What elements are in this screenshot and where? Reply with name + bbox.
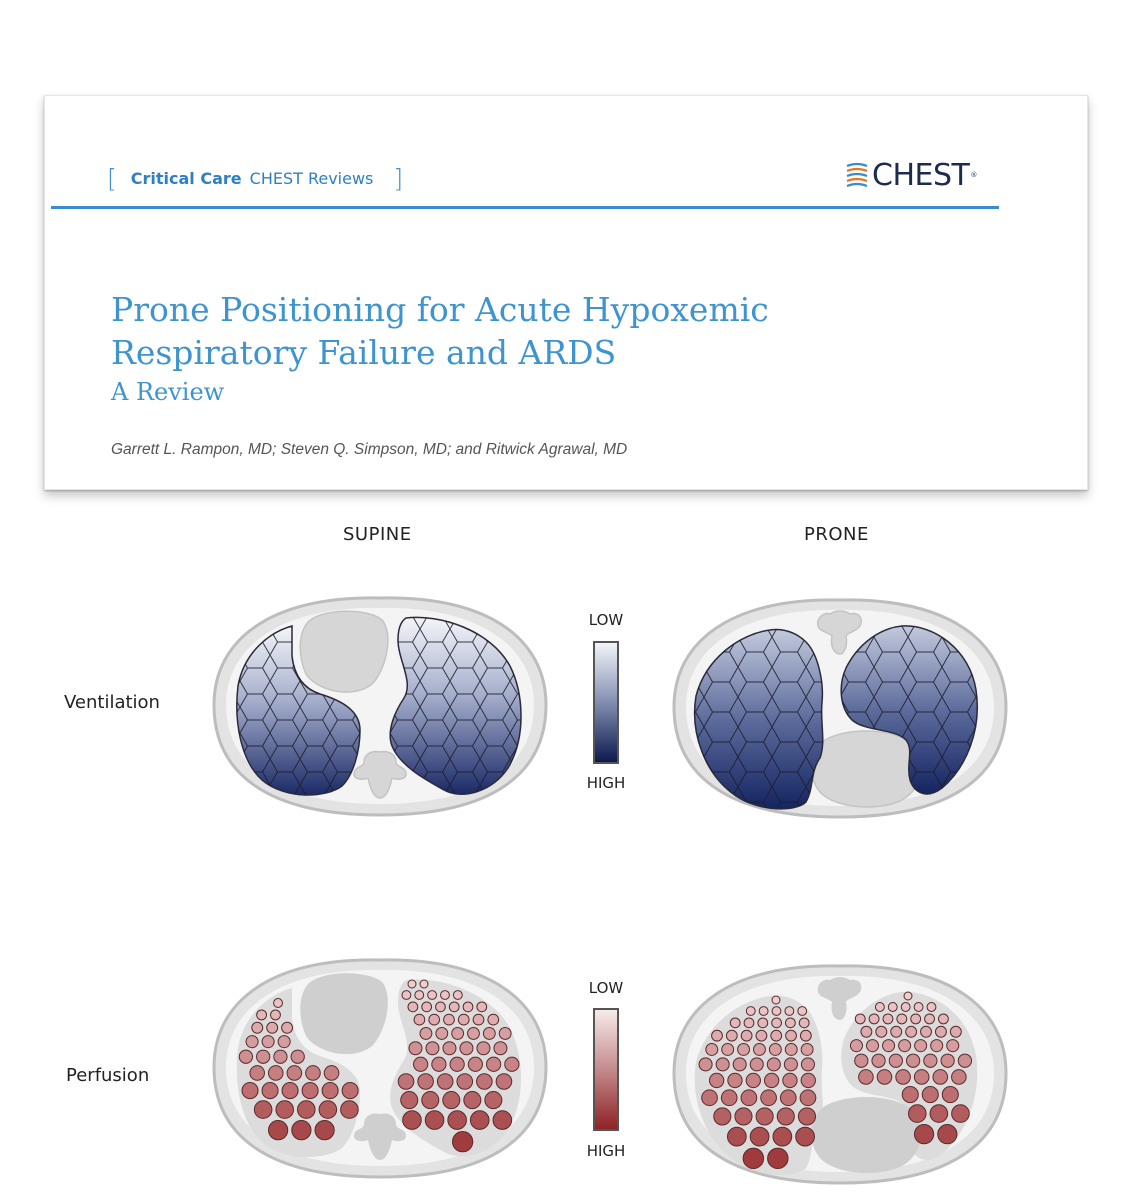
perfusion-vessel-dot [485, 1092, 502, 1109]
perfusion-vessel-dot [402, 991, 411, 1000]
perfusion-vessel-dot [716, 1058, 729, 1071]
perfusion-vessel-dot [699, 1058, 712, 1071]
perfusion-vessel-dot [785, 1018, 795, 1028]
perfusion-vessel-dot [291, 1050, 304, 1063]
perfusion-vessel-dot [746, 1007, 755, 1016]
perfusion-vessel-dot [702, 1090, 718, 1106]
perfusion-vessel-dot [938, 1014, 948, 1024]
perfusion-vessel-dot [267, 1022, 278, 1033]
perfusion-vessel-dot [271, 1010, 281, 1020]
perfusion-vessel-dot [785, 1044, 797, 1056]
bracket-right: ] [393, 164, 404, 193]
perfusion-vessel-dot [464, 1092, 481, 1109]
ventilation-scale-low-label: LOW [588, 611, 624, 629]
perfusion-vessel-dot [322, 1083, 338, 1099]
perfusion-vessel-dot [904, 992, 912, 1000]
perfusion-vessel-dot [771, 1030, 782, 1041]
perfusion-vessel-dot [342, 1083, 358, 1099]
perfusion-vessel-dot [875, 1003, 884, 1012]
perfusion-vessel-dot [452, 1027, 464, 1039]
heart-shape [812, 731, 922, 807]
perfusion-vessel-dot [743, 1148, 763, 1168]
perfusion-vessel-dot [801, 1044, 813, 1056]
perfusion-vessel-dot [772, 1007, 781, 1016]
perfusion-vessel-dot [287, 1066, 302, 1081]
perfusion-vessel-dot [769, 1044, 781, 1056]
perfusion-vessel-dot [252, 1022, 263, 1033]
heart-shape [300, 611, 388, 692]
perfusion-vessel-dot [493, 1111, 512, 1130]
perfusion-vessel-dot [930, 1105, 948, 1123]
perfusion-vessel-dot [756, 1030, 767, 1041]
perfusion-vessel-dot [278, 1036, 290, 1048]
perfusion-vessel-dot [428, 991, 437, 1000]
perfusion-vessel-dot [906, 1054, 919, 1067]
heart-shape [812, 1097, 922, 1173]
perfusion-vessel-dot [432, 1057, 446, 1071]
perfusion-vessel-dot [914, 1125, 933, 1144]
perfusion-vessel-dot [706, 1044, 718, 1056]
perfusion-vessel-dot [855, 1014, 865, 1024]
perfusion-vessel-dot [772, 996, 780, 1004]
perfusion-vessel-dot [721, 1090, 737, 1106]
perfusion-vessel-dot [859, 1070, 874, 1085]
perfusion-vessel-dot [460, 1042, 473, 1055]
perfusion-vessel-dot [783, 1073, 797, 1087]
perfusion-vessel-dot [505, 1057, 519, 1071]
chest-logo-text: CHEST [872, 157, 970, 193]
perfusion-vessel-dot [714, 1108, 731, 1125]
perfusion-vessel-dot [468, 1027, 480, 1039]
perfusion-vessel-dot [799, 1018, 809, 1028]
perfusion-scale-low-label: LOW [588, 979, 624, 997]
perfusion-vessel-dot [458, 1014, 469, 1025]
perfusion-vessel-dot [488, 1014, 499, 1025]
article-header-card [44, 95, 1088, 490]
perfusion-vessel-dot [883, 1040, 895, 1052]
perfusion-vessel-dot [767, 1058, 780, 1071]
perfusion-scale-bar [593, 1008, 619, 1131]
heart-shape [300, 973, 388, 1054]
perfusion-vessel-dot [750, 1058, 763, 1071]
perfusion-vessel-dot [494, 1042, 507, 1055]
perfusion-vessel-dot [499, 1027, 511, 1039]
perfusion-vessel-dot [473, 1014, 484, 1025]
perfusion-vessel-dot [758, 1018, 768, 1028]
perfusion-vessel-dot [883, 1014, 893, 1024]
perfusion-vessel-dot [728, 1073, 742, 1087]
perfusion-vessel-dot [764, 1073, 778, 1087]
perfusion-vessel-dot [429, 1014, 440, 1025]
perfusion-vessel-dot [744, 1018, 754, 1028]
perfusion-vessel-dot [341, 1101, 359, 1119]
article-title-line-2: Respiratory Failure and ARDS [111, 333, 617, 372]
perfusion-vessel-dot [268, 1121, 287, 1140]
perfusion-vessel-dot [306, 1066, 321, 1081]
perfusion-vessel-dot [437, 1074, 453, 1090]
perfusion-vessel-dot [938, 1125, 957, 1144]
perfusion-vessel-dot [282, 1022, 293, 1033]
perfusion-vessel-dot [942, 1087, 958, 1103]
perfusion-vessel-dot [958, 1054, 971, 1067]
perfusion-vessel-dot [709, 1073, 723, 1087]
perfusion-vessel-dot [425, 1111, 444, 1130]
perfusion-vessel-dot [914, 1070, 929, 1085]
perfusion-vessel-dot [897, 1014, 907, 1024]
perfusion-vessel-dot [274, 1050, 287, 1063]
perfusion-vessel-dot [784, 1058, 797, 1071]
perfusion-vessel-dot [418, 1074, 434, 1090]
perfusion-vessel-dot [463, 1002, 473, 1012]
perfusion-vessel-dot [741, 1090, 757, 1106]
perfusion-vessel-dot [869, 1014, 879, 1024]
perfusion-vessel-dot [727, 1127, 746, 1146]
perfusion-vessel-dot [298, 1101, 316, 1119]
perfusion-vessel-dot [921, 1026, 932, 1037]
perfusion-vessel-dot [302, 1083, 318, 1099]
perfusion-vessel-dot [426, 1042, 439, 1055]
perfusion-vessel-dot [401, 1092, 418, 1109]
perfusion-vessel-dot [414, 1057, 428, 1071]
perfusion-vessel-dot [947, 1040, 959, 1052]
perfusion-vessel-dot [436, 1002, 446, 1012]
perfusion-vessel-dot [901, 1003, 910, 1012]
perfusion-vessel-dot [935, 1026, 946, 1037]
perfusion-vessel-dot [292, 1121, 311, 1140]
perfusion-vessel-dot [756, 1108, 773, 1125]
perfusion-vessel-dot [457, 1074, 473, 1090]
perfusion-vessel-dot [257, 1050, 270, 1063]
perfusion-vessel-dot [850, 1040, 862, 1052]
perfusion-vessel-dot [420, 980, 428, 988]
perfusion-vessel-dot [730, 1018, 740, 1028]
perfusion-vessel-dot [798, 1108, 815, 1125]
perfusion-vessel-dot [483, 1027, 495, 1039]
perfusion-vessel-dot [436, 1027, 448, 1039]
perfusion-vessel-dot [902, 1087, 918, 1103]
perfusion-vessel-dot [276, 1101, 294, 1119]
perfusion-vessel-dot [315, 1121, 334, 1140]
perfusion-vessel-dot [414, 1014, 425, 1025]
perfusion-vessel-dot [786, 1030, 797, 1041]
column-label-supine: SUPINE [343, 524, 412, 545]
perfusion-vessel-dot [398, 1074, 414, 1090]
article-title-line-1: Prone Positioning for Acute Hypoxemic [111, 290, 769, 329]
section-tag [107, 166, 403, 191]
perfusion-vessel-dot [239, 1050, 252, 1063]
perfusion-vessel-dot [274, 999, 283, 1008]
column-label-prone: PRONE [804, 524, 869, 545]
perfusion-vessel-dot [262, 1036, 274, 1048]
perfusion-vessel-dot [750, 1127, 769, 1146]
perfusion-vessel-dot [242, 1083, 258, 1099]
perfusion-vessel-dot [889, 1054, 902, 1067]
perfusion-vessel-dot [254, 1101, 272, 1119]
perfusion-vessel-dot [282, 1083, 298, 1099]
perfusion-vessel-dot [422, 1092, 439, 1109]
section-primary: Critical Care [130, 169, 242, 188]
article-subtitle: A Review [111, 378, 225, 406]
perfusion-vessel-dot [891, 1026, 902, 1037]
perfusion-vessel-dot [773, 1127, 792, 1146]
perfusion-vessel-dot [922, 1087, 938, 1103]
chest-logo-tm: ® [970, 171, 978, 179]
perfusion-vessel-dot [899, 1040, 911, 1052]
perfusion-vessel-dot [931, 1040, 943, 1052]
article-title [111, 288, 911, 374]
bracket-left: [ [107, 164, 117, 193]
perfusion-vessel-dot [785, 1007, 794, 1016]
perfusion-vessel-dot [468, 1057, 482, 1071]
perfusion-vessel-dot [888, 1003, 897, 1012]
perfusion-vessel-dot [746, 1073, 760, 1087]
perfusion-vessel-dot [911, 1014, 921, 1024]
perfusion-vessel-dot [906, 1026, 917, 1037]
perfusion-vessel-dot [754, 1044, 766, 1056]
perfusion-vessel-dot [470, 1111, 489, 1130]
perfusion-vessel-dot [443, 1042, 456, 1055]
perfusion-vessel-dot [262, 1083, 278, 1099]
perfusion-vessel-dot [801, 1073, 815, 1087]
perfusion-vessel-dot [800, 1090, 816, 1106]
perfusion-vessel-dot [941, 1054, 954, 1067]
perfusion-vessel-dot [872, 1054, 885, 1067]
perfusion-vessel-dot [496, 1074, 512, 1090]
perfusion-vessel-dot [420, 1027, 432, 1039]
perfusion-vessel-dot [453, 1132, 473, 1152]
row-label-ventilation: Ventilation [64, 692, 160, 713]
perfusion-vessel-dot [477, 1002, 487, 1012]
perfusion-vessel-dot [761, 1090, 777, 1106]
perfusion-vessel-dot [855, 1054, 868, 1067]
perfusion-scale-high-label: HIGH [586, 1142, 626, 1160]
perfusion-vessel-dot [712, 1030, 723, 1041]
perfusion-vessel-dot [408, 980, 416, 988]
article-authors: Garrett L. Rampon, MD; Steven Q. Simpson, MD; and Ritwick Agrawal, MD [111, 441, 628, 458]
diagram-supine-perfusion [210, 952, 550, 1187]
perfusion-vessel-dot [800, 1030, 811, 1041]
perfusion-vessel-dot [741, 1030, 752, 1041]
perfusion-vessel-dot [415, 991, 424, 1000]
ventilation-scale-high-label: HIGH [586, 774, 626, 792]
perfusion-vessel-dot [268, 1066, 283, 1081]
perfusion-vessel-dot [924, 1054, 937, 1067]
perfusion-vessel-dot [403, 1111, 422, 1130]
diagram-prone-ventilation [670, 592, 1010, 827]
perfusion-vessel-dot [780, 1090, 796, 1106]
perfusion-vessel-dot [866, 1040, 878, 1052]
perfusion-vessel-dot [450, 1057, 464, 1071]
perfusion-vessel-dot [477, 1074, 493, 1090]
perfusion-vessel-dot [486, 1057, 500, 1071]
section-secondary: CHEST Reviews [249, 169, 374, 188]
perfusion-vessel-dot [409, 1042, 422, 1055]
perfusion-vessel-dot [777, 1108, 794, 1125]
perfusion-vessel-dot [443, 1092, 460, 1109]
perfusion-vessel-dot [909, 1105, 927, 1123]
perfusion-vessel-dot [733, 1058, 746, 1071]
diagram-supine-ventilation [210, 590, 550, 825]
perfusion-vessel-dot [324, 1066, 339, 1081]
perfusion-vessel-dot [444, 1014, 455, 1025]
perfusion-vessel-dot [422, 1002, 432, 1012]
perfusion-vessel-dot [915, 1040, 927, 1052]
perfusion-vessel-dot [927, 1003, 936, 1012]
perfusion-vessel-dot [246, 1036, 258, 1048]
perfusion-vessel-dot [861, 1026, 872, 1037]
perfusion-vessel-dot [453, 991, 462, 1000]
perfusion-vessel-dot [319, 1101, 337, 1119]
perfusion-vessel-dot [768, 1148, 788, 1168]
perfusion-vessel-dot [933, 1070, 948, 1085]
chest-logo [845, 158, 977, 192]
perfusion-vessel-dot [876, 1026, 887, 1037]
perfusion-vessel-dot [477, 1042, 490, 1055]
perfusion-vessel-dot [950, 1026, 961, 1037]
perfusion-vessel-dot [726, 1030, 737, 1041]
perfusion-vessel-dot [759, 1007, 768, 1016]
perfusion-vessel-dot [952, 1070, 967, 1085]
perfusion-vessel-dot [250, 1066, 265, 1081]
ventilation-scale-bar [593, 641, 619, 764]
perfusion-vessel-dot [448, 1111, 467, 1130]
perfusion-vessel-dot [801, 1058, 814, 1071]
perfusion-vessel-dot [896, 1070, 911, 1085]
perfusion-vessel-dot [796, 1127, 815, 1146]
perfusion-vessel-dot [772, 1018, 782, 1028]
perfusion-vessel-dot [722, 1044, 734, 1056]
header-rule [51, 206, 999, 209]
diagram-prone-perfusion [670, 958, 1010, 1193]
perfusion-vessel-dot [877, 1070, 892, 1085]
perfusion-vessel-dot [257, 1010, 267, 1020]
perfusion-vessel-dot [914, 1003, 923, 1012]
perfusion-vessel-dot [408, 1002, 418, 1012]
perfusion-vessel-dot [449, 1002, 459, 1012]
chest-logo-icon [845, 162, 869, 188]
perfusion-vessel-dot [925, 1014, 935, 1024]
perfusion-vessel-dot [952, 1105, 970, 1123]
row-label-perfusion: Perfusion [66, 1065, 150, 1086]
perfusion-vessel-dot [441, 991, 450, 1000]
perfusion-vessel-dot [738, 1044, 750, 1056]
perfusion-vessel-dot [798, 1007, 807, 1016]
perfusion-vessel-dot [735, 1108, 752, 1125]
